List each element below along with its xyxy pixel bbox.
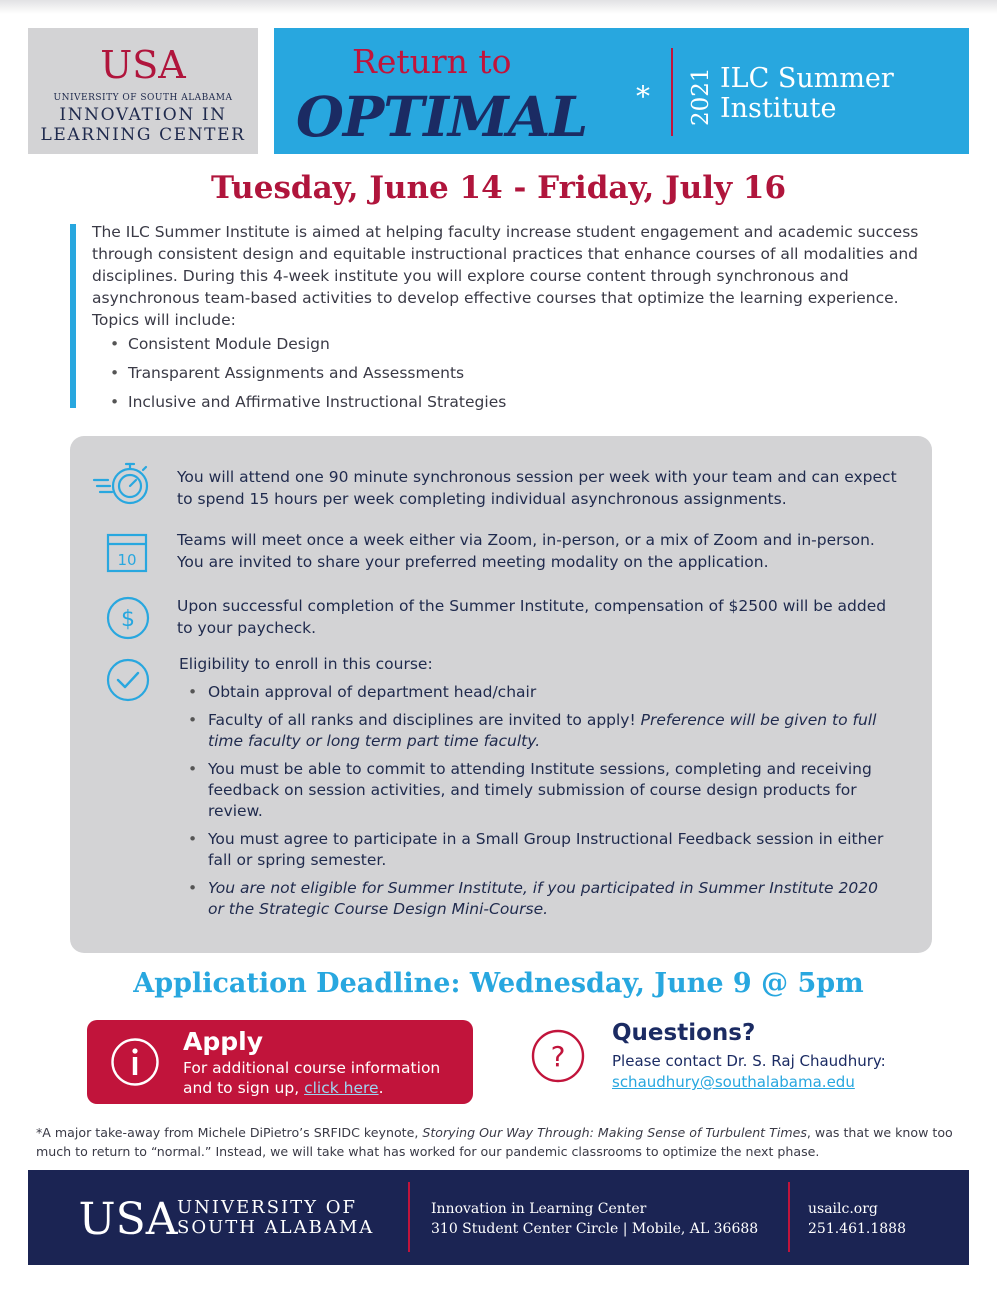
eligibility-italic: Preference will be given to full time faculty or long term part time faculty. [208,711,877,750]
topic-text: Consistent Module Design [128,335,330,353]
dollar-icon [106,596,150,640]
apply-description [183,1058,473,1098]
eligibility-title: Eligibility to enroll in this course: [179,655,433,673]
bullet: • [188,683,198,701]
topic-text: Transparent Assignments and Assessments [128,364,465,382]
details-panel [70,436,932,953]
eligibility-text: Obtain approval of department head/chair [208,683,537,701]
footer-divider [788,1182,790,1252]
contact-email-link[interactable]: schaudhury@southalabama.edu [612,1073,855,1091]
eligibility-text: You are not eligible for Summer Institute, if you participated in Summer Institute 2020 or the Strategic Course Design Mini-Course. [208,879,878,918]
apply-button[interactable] [87,1020,473,1104]
list-item [188,759,888,822]
footer-uni-line2: SOUTH ALABAMA [177,1217,375,1238]
eligibility-text: You must be able to commit to attending Institute sessions, completing and receiving feedback on session activities, and timely submission of course design products for review. [208,760,872,820]
footer-divider [408,1182,410,1252]
list-item [188,829,888,871]
compensation-text: Upon successful completion of the Summer Institute, compensation of $2500 will be added to your paycheck. [177,597,887,637]
application-deadline: Application Deadline: Wednesday, June 9 @ 5pm [133,968,864,999]
footer-contact [808,1199,906,1239]
bullet: • [110,335,120,353]
apply-desc-text: For additional course information and to sign up, [183,1059,441,1097]
click-here-link[interactable]: click here [304,1079,379,1097]
logo-name-line1: INNOVATION IN [59,105,227,125]
logo-name-line2: LEARNING CENTER [40,125,246,145]
optimal-text: OPTIMAL [296,84,588,149]
questions-contact: Please contact Dr. S. Raj Chaudhury: [612,1052,886,1070]
return-to-text: Return to [352,42,512,81]
eligibility-list [188,682,888,927]
apply-period: . [378,1079,384,1097]
list-item [110,391,506,420]
title-banner [274,28,969,154]
bullet: • [188,760,198,778]
intro-paragraph: The ILC Summer Institute is aimed at helping faculty increase student engagement and academic success through consistent design and equitable instructional practices that enhance courses of all modalities and disciplines. During this 4-week institute you will explore course content through synchronous and asynchronous team-based activities to develop effective courses that optimize the learning experience. Topics will include: [92,223,919,329]
list-item [110,333,506,362]
ilc-logo-box [28,28,258,154]
event-title [720,64,894,124]
footnote-part1: *A major take-away from Michele DiPietro’s SRFIDC keynote, [36,1125,423,1140]
svg-text:10: 10 [117,551,137,569]
usa-logo-icon [100,40,186,87]
footer-address-block [431,1199,758,1239]
event-title-line2: Institute [720,93,837,124]
svg-text:$: $ [121,607,135,632]
eligibility-text: You must agree to participate in a Small Group Instructional Feedback session in either fall or spring semester. [208,830,884,869]
intro-accent-bar [70,224,76,408]
topic-text: Inclusive and Affirmative Instructional Strategies [128,393,507,411]
footer-address: 310 Student Center Circle | Mobile, AL 36688 [431,1221,759,1237]
list-item [110,362,506,391]
info-icon [110,1037,160,1087]
usa-logo-icon [78,1184,178,1245]
eligibility-text [208,710,888,752]
svg-text:USA: USA [100,43,186,87]
list-item [188,682,888,703]
footer-university [177,1198,374,1238]
apply-title: Apply [183,1027,264,1056]
list-item [188,710,888,752]
footer-website[interactable]: usailc.org [808,1201,878,1217]
bullet: • [110,364,120,382]
list-item [188,878,888,920]
eligibility-plain: Faculty of all ranks and disciplines are invited to apply! [208,711,641,729]
svg-text:USA: USA [78,1194,178,1245]
top-shadow [0,0,997,14]
footer [28,1170,969,1265]
footer-center-name: Innovation in Learning Center [431,1201,647,1217]
footnote [36,1123,964,1161]
footnote-part2: , was that we know too much to return to “normal.” Instead, we will take what has worked for our pandemic classrooms to optimize the next phase. [36,1125,953,1159]
event-dates: Tuesday, June 14 - Friday, July 16 [210,170,787,206]
bullet: • [188,711,198,729]
bullet: • [188,879,198,897]
event-title-line1: ILC Summer [720,63,894,94]
stopwatch-icon [92,458,154,508]
bullet: • [188,830,198,848]
question-icon [530,1028,586,1084]
year-label: 2021 [688,67,714,126]
asterisk-mark: * [636,80,650,113]
meetings-text: Teams will meet once a week either via Zoom, in-person, or a mix of Zoom and in-person. You are invited to share your preferred meeting modality on the application. [177,531,875,571]
logo-center-name [28,105,258,145]
session-text: You will attend one 90 minute synchronous session per week with your team and can expect to spend 15 hours per week completing individual asynchronous assignments. [177,468,897,508]
bullet: • [110,393,120,411]
checkmark-icon [106,658,150,702]
topics-list [110,333,506,420]
questions-title: Questions? [612,1020,756,1046]
footer-phone: 251.461.1888 [808,1221,906,1237]
calendar-icon [106,532,148,574]
footnote-keynote-title: Storying Our Way Through: Making Sense of Turbulent Times [422,1125,807,1140]
logo-university: UNIVERSITY OF SOUTH ALABAMA [53,93,233,103]
banner-divider [671,48,673,136]
svg-text:?: ? [550,1040,566,1073]
footer-uni-line1: UNIVERSITY OF [177,1197,358,1218]
